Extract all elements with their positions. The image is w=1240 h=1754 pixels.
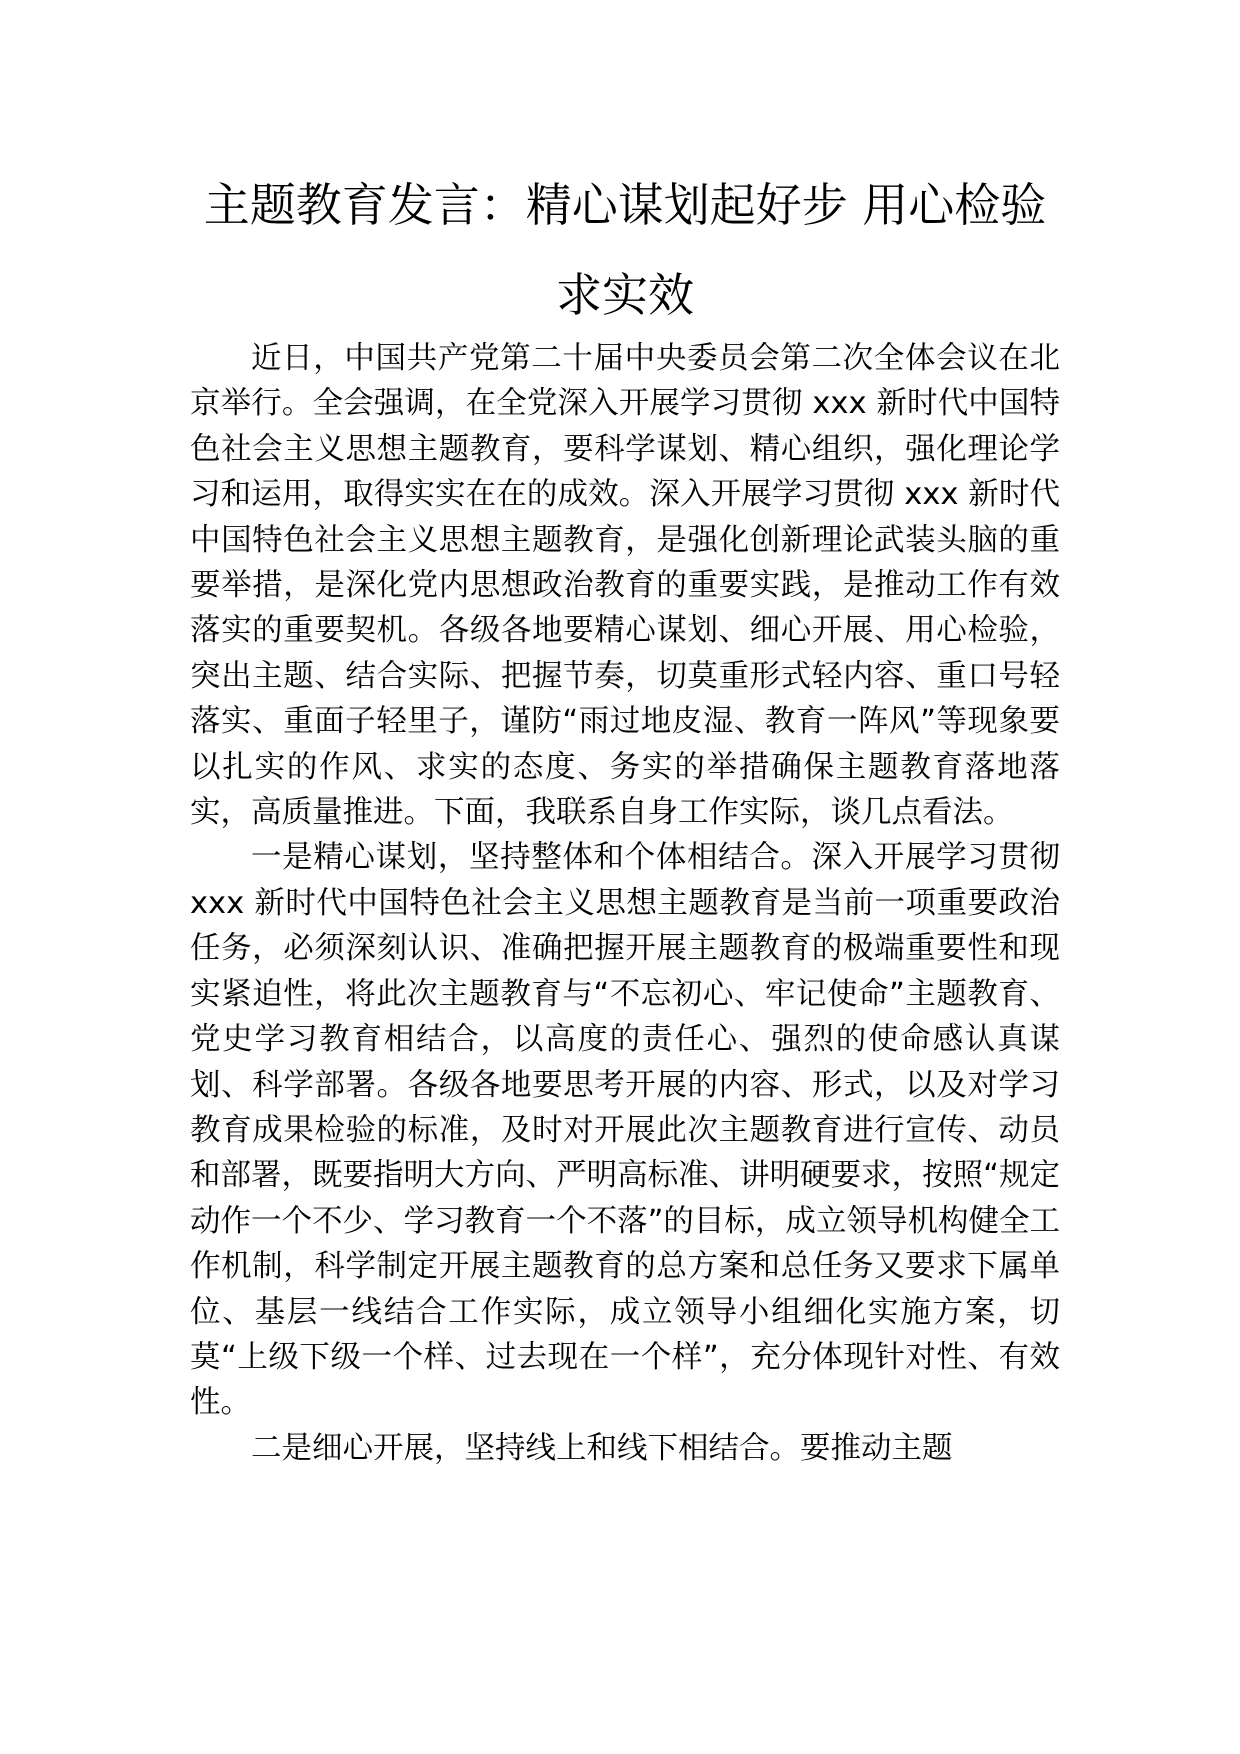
document-title: 主题教育发言：精心谋划起好步 用心检验求实效 xyxy=(203,178,1047,322)
document-body xyxy=(190,336,1060,1471)
paragraph-intro: 近日，中国共产党第二十届中央委员会第二次全体会议在北京举行。全会强调，在全党深入开展学习贯彻 xxx 新时代中国特色社会主义思想主题教育，要科学谋划、精心组织，强化理论学习和运用，取得实实在在的成效。深入开展学习贯彻 xxx 新时代中国特色社会主义思想主题教育，是强化创新理论武装头脑的重要举措，是深化党内思想政治教育的重要实践，是推动工作有效落实的重要契机。各级各地要精心谋划、细心开展、用心检验，突出主题、结合实际、把握节奏，切莫重形式轻内容、重口号轻落实、重面子轻里子，谨防“雨过地皮湿、教育一阵风”等现象要以扎实的作风、求实的态度、务实的举措确保主题教育落地落实，高质量推进。下面，我联系自身工作实际，谈几点看法。 xyxy=(190,341,1060,831)
paragraph-point-one: 一是精心谋划，坚持整体和个体相结合。深入开展学习贯彻 xxx 新时代中国特色社会主义思想主题教育是当前一项重要政治任务，必须深刻认识、准确把握开展主题教育的极端重要性和现实紧迫性，将此次主题教育与“不忘初心、牢记使命”主题教育、党史学习教育相结合，以高度的责任心、强烈的使命感认真谋划、科学部署。各级各地要思考开展的内容、形式，以及对学习教育成果检验的标准，及时对开展此次主题教育进行宣传、动员和部署，既要指明大方向、严明高标准、讲明硬要求，按照“规定动作一个不少、学习教育一个不落”的目标，成立领导机构健全工作机制，科学制定开展主题教育的总方案和总任务又要求下属单位、基层一线结合工作实际，成立领导小组细化实施方案，切莫“上级下级一个样、过去现在一个样”，充分体现针对性、有效性。 xyxy=(190,840,1060,1421)
paragraph-point-two: 二是细心开展，坚持线上和线下相结合。要推动主题 xyxy=(251,1430,953,1466)
